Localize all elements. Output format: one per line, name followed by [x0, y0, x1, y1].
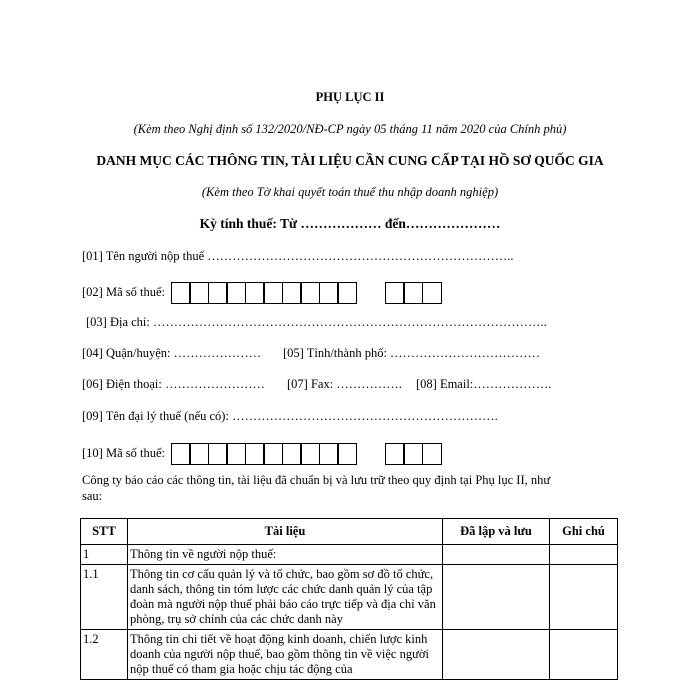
intro-line-2: sau:	[82, 489, 103, 503]
agent-tax-code-digit-box[interactable]	[422, 443, 442, 465]
agent-tax-code-digit-box[interactable]	[385, 443, 405, 465]
tax-period: Kỳ tính thuế: Từ ……………… đến…………………	[199, 216, 501, 231]
decree-note: (Kèm theo Nghị định số 132/2020/NĐ-CP ngày 05 tháng 11 năm 2020 của Chính phủ)	[133, 122, 567, 136]
agent-tax-code-digit-box[interactable]	[226, 443, 246, 465]
table-row	[81, 630, 618, 680]
tax-code-digit-box[interactable]	[263, 282, 283, 304]
agent-tax-code-digit-box[interactable]	[263, 443, 283, 465]
tax-code-digit-box[interactable]	[189, 282, 209, 304]
header-notes: Ghi chú	[550, 519, 618, 545]
header-stt: STT	[81, 519, 128, 545]
row-notes-cell[interactable]	[550, 630, 618, 680]
row-prepared-cell[interactable]	[443, 565, 550, 630]
header-document: Tài liệu	[128, 519, 443, 545]
tax-code-digit-box[interactable]	[208, 282, 228, 304]
field-taxpayer-name: [01] Tên người nộp thuế ………………………………………………………………..	[82, 249, 514, 263]
row-document: Thông tin về người nộp thuế:	[128, 545, 443, 565]
tax-code-digit-box[interactable]	[385, 282, 405, 304]
row-document: Thông tin chi tiết về hoạt động kinh doanh, chiến lược kinh doanh của người nộp thuế, bao gồm thông tin về việc người nộp thuế có tham gia hoặc chịu tác động của	[128, 630, 443, 680]
agent-tax-code-digit-box[interactable]	[208, 443, 228, 465]
agent-tax-code-digit-box[interactable]	[403, 443, 423, 465]
document-table	[80, 518, 618, 680]
row-document: Thông tin cơ cấu quản lý và tổ chức, bao gồm sơ đồ tổ chức, danh sách, thông tin tóm lược các chức danh quản lý của tập đoàn mà người nộp thuế phải báo cáo trực tiếp và địa chỉ văn phòng, trụ sở chính của các chức danh này	[128, 565, 443, 630]
tax-code-digit-box[interactable]	[422, 282, 442, 304]
agent-tax-code-suffix-boxes[interactable]	[386, 443, 442, 465]
field-tax-agent: [09] Tên đại lý thuế (nếu có): ……………………………………………………….	[82, 409, 498, 423]
row-stt: 1.1	[81, 565, 128, 630]
row-notes-cell[interactable]	[550, 545, 618, 565]
intro-line-1: Công ty báo cáo các thông tin, tài liệu đã chuẩn bị và lưu trữ theo quy định tại Phụ lục II, như	[82, 473, 551, 487]
field-tax-code-row	[82, 282, 442, 304]
row-notes-cell[interactable]	[550, 565, 618, 630]
tax-code-digit-box[interactable]	[171, 282, 191, 304]
field-agent-tax-code-row	[82, 443, 442, 465]
agent-tax-code-digit-box[interactable]	[337, 443, 357, 465]
tax-code-digit-box[interactable]	[403, 282, 423, 304]
agent-tax-code-digit-box[interactable]	[171, 443, 191, 465]
row-stt: 1.2	[81, 630, 128, 680]
tax-code-digit-box[interactable]	[337, 282, 357, 304]
table-row	[81, 545, 618, 565]
agent-tax-code-digit-box[interactable]	[282, 443, 302, 465]
field-phone: [06] Điện thoại: ……………………	[82, 377, 265, 391]
tax-code-digit-box[interactable]	[282, 282, 302, 304]
field-address: [03] Địa chỉ: …………………………………………………………………………………..	[86, 315, 547, 329]
appendix-title: PHỤ LỤC II	[315, 90, 385, 104]
field-province: [05] Tỉnh/thành phố: ………………………………	[283, 346, 541, 360]
tax-code-digit-box[interactable]	[300, 282, 320, 304]
list-title: DANH MỤC CÁC THÔNG TIN, TÀI LIỆU CẦN CUNG CẤP TẠI HỒ SƠ QUỐC GIA	[96, 153, 604, 168]
tax-code-boxes[interactable]	[172, 282, 357, 304]
row-prepared-cell[interactable]	[443, 630, 550, 680]
field-email: [08] Email:……………….	[416, 377, 552, 391]
field-district: [04] Quận/huyện: …………………	[82, 346, 262, 360]
field-tax-code-label: [02] Mã số thuế:	[82, 284, 165, 299]
table-row	[81, 565, 618, 630]
tax-code-suffix-boxes[interactable]	[386, 282, 442, 304]
field-agent-tax-code-label: [10] Mã số thuế:	[82, 445, 165, 460]
tax-code-digit-box[interactable]	[226, 282, 246, 304]
agent-tax-code-digit-box[interactable]	[189, 443, 209, 465]
table-header-row	[81, 519, 618, 545]
row-stt: 1	[81, 545, 128, 565]
agent-tax-code-digit-box[interactable]	[300, 443, 320, 465]
agent-tax-code-digit-box[interactable]	[245, 443, 265, 465]
tax-code-digit-box[interactable]	[319, 282, 339, 304]
row-prepared-cell[interactable]	[443, 545, 550, 565]
agent-tax-code-digit-box[interactable]	[319, 443, 339, 465]
header-prepared-stored: Đã lập và lưu	[443, 519, 550, 545]
agent-tax-code-boxes[interactable]	[172, 443, 357, 465]
field-fax: [07] Fax: …………….	[287, 377, 402, 391]
tax-code-digit-box[interactable]	[245, 282, 265, 304]
declaration-note: (Kèm theo Tờ khai quyết toán thuế thu nhập doanh nghiệp)	[201, 185, 499, 199]
